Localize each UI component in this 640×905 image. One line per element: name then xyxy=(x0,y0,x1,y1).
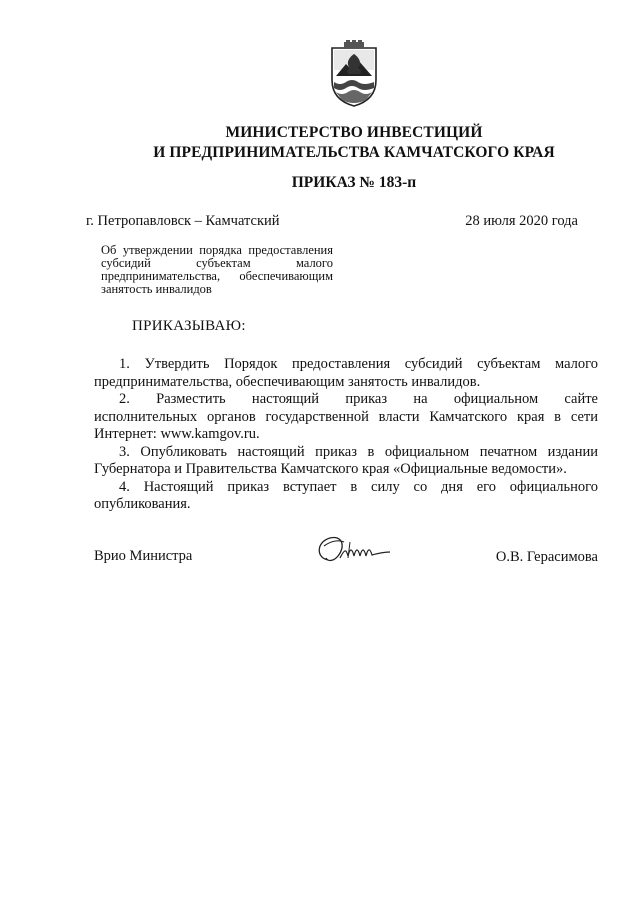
item-2-line2: исполнительных органов государственной власти Камчатского края в сети xyxy=(94,408,598,425)
subject-line: предпринимательства, обеспечивающим xyxy=(101,269,333,283)
document-date: 28 июля 2020 года xyxy=(465,213,578,229)
subject-line: субсидий субъектам малого xyxy=(101,256,333,270)
item-4-line1: 4. Настоящий приказ вступает в силу со дня его официального xyxy=(119,478,598,495)
handwritten-signature-icon xyxy=(310,528,402,574)
ministry-name-line2: И ПРЕДПРИНИМАТЕЛЬСТВА КАМЧАТСКОГО КРАЯ xyxy=(153,144,555,161)
ministry-name-line1: МИНИСТЕРСТВО ИНВЕСТИЦИЙ xyxy=(225,124,483,141)
subject-line: занятость инвалидов xyxy=(101,282,212,296)
item-3-line1: 3. Опубликовать настоящий приказ в официальном печатном издании xyxy=(119,443,598,460)
signatory-name: О.В. Герасимова xyxy=(495,549,598,565)
subject-line: Об утверждении порядка предоставления xyxy=(101,243,333,257)
item-4-line2: опубликования. xyxy=(94,496,191,512)
order-subject xyxy=(101,244,333,296)
decree-word: ПРИКАЗЫВАЮ: xyxy=(132,318,246,334)
order-title: ПРИКАЗ № 183-п xyxy=(291,174,417,191)
city: г. Петропавловск – Камчатский xyxy=(86,213,280,229)
signatory-role: Врио Министра xyxy=(94,548,193,564)
kamchatka-coat-of-arms-icon xyxy=(326,40,382,110)
item-1-line2: предпринимательства, обеспечивающим занятость инвалидов. xyxy=(94,373,481,390)
item-3-line2: Губернатора и Правительства Камчатского края «Официальные ведомости». xyxy=(94,461,567,477)
item-1-line1: 1. Утвердить Порядок предоставления субсидий субъектам малого xyxy=(119,356,598,372)
order-body xyxy=(94,356,598,514)
item-2-line3: Интернет: www.kamgov.ru. xyxy=(94,426,260,442)
item-2-line1: 2. Разместить настоящий приказ на официальном сайте xyxy=(119,391,598,407)
